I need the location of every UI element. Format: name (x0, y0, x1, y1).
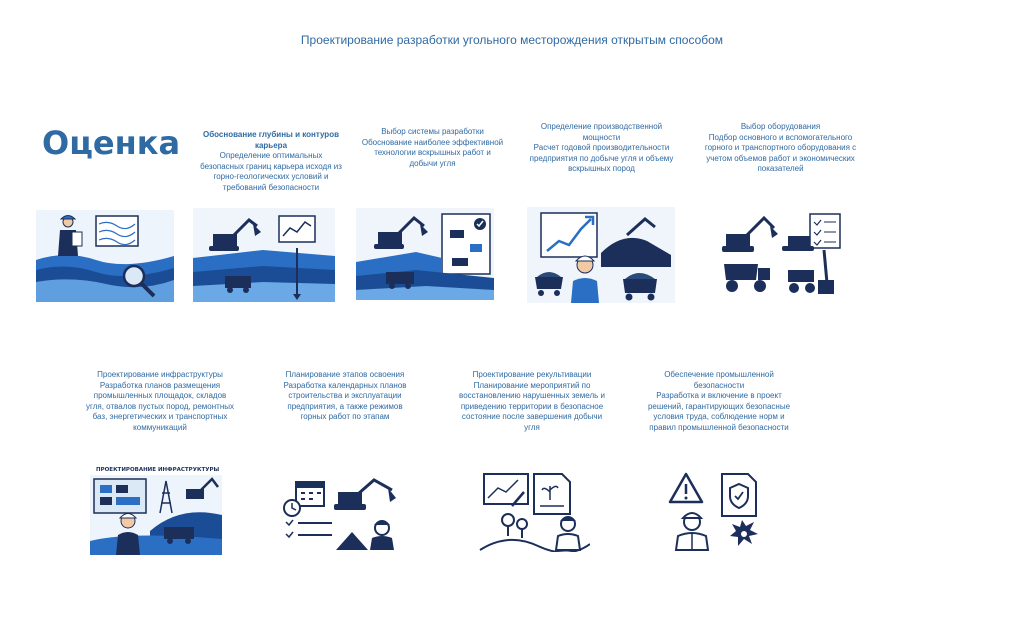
step-2-text (360, 127, 505, 169)
mining-system-illustration (356, 208, 494, 300)
section-heading: Оценка (42, 124, 181, 162)
step-3-desc: Расчет годовой производительности предприятия по добыче угля и объему вскрышных пород (529, 143, 674, 173)
step-5-desc: Разработка планов размещения промышленных площадок, складов угля, отвалов пустых пород, ремонтных баз, энергетических и транспортных коммуникаций (85, 380, 234, 432)
step-8-title: Обеспечение промышленной безопасности (664, 370, 774, 390)
step-1-title: Обоснование глубины и контуров карьера (202, 130, 339, 150)
step-3-title: Определение производственной мощности (540, 122, 663, 142)
page-title: Проектирование разработки угольного месторождения открытым способом (300, 33, 724, 47)
step-7-text (458, 370, 606, 433)
infrastructure-caption: ПРОЕКТИРОВАНИЕ ИНФРАСТРУКТУРЫ (96, 467, 220, 473)
step-2-desc: Обоснование наиболее эффективной технологии вскрышных работ и добычи угля (361, 137, 504, 168)
production-capacity-illustration (527, 207, 675, 303)
step-6-title: Планирование этапов освоения (285, 370, 405, 379)
step-1-desc: Определение оптимальных безопасных границ карьера исходя из горно-геологических условий и требований безопасности (200, 151, 342, 192)
step-7-desc: Планирование мероприятий по восстановлению нарушенных земель и приведению территории в безопасное состояние после завершения добычи угля (459, 380, 605, 432)
step-6-desc: Разработка календарных планов строительства и эксплуатации предприятия, а также режимов горных работ по этапам (283, 380, 407, 421)
step-4-text (698, 122, 863, 175)
step-1-text (197, 130, 345, 193)
step-3-text (528, 122, 675, 175)
step-6-text (275, 370, 415, 423)
safety-illustration (666, 470, 766, 552)
step-8-text (640, 370, 798, 433)
geologist-illustration (36, 210, 174, 302)
step-4-desc: Подбор основного и вспомогательного горного и транспортного оборудования с учетом объемов работ и экономических показателей (704, 132, 857, 173)
reclamation-illustration (478, 470, 590, 552)
step-5-text (85, 370, 235, 433)
step-5-title: Проектирование инфраструктуры (97, 370, 223, 379)
infrastructure-illustration (90, 467, 222, 555)
planning-stages-illustration (280, 478, 400, 550)
step-7-title: Проектирование рекультивации (472, 370, 592, 379)
step-8-desc: Разработка и включение в проект решений, гарантирующих безопасные условия труда, соблюдение норм и правил промышленной безопасности (647, 391, 791, 432)
pit-depth-illustration (193, 208, 335, 302)
step-4-title: Выбор оборудования (740, 122, 821, 131)
step-2-title: Выбор системы разработки (381, 127, 484, 136)
equipment-illustration (718, 210, 842, 298)
